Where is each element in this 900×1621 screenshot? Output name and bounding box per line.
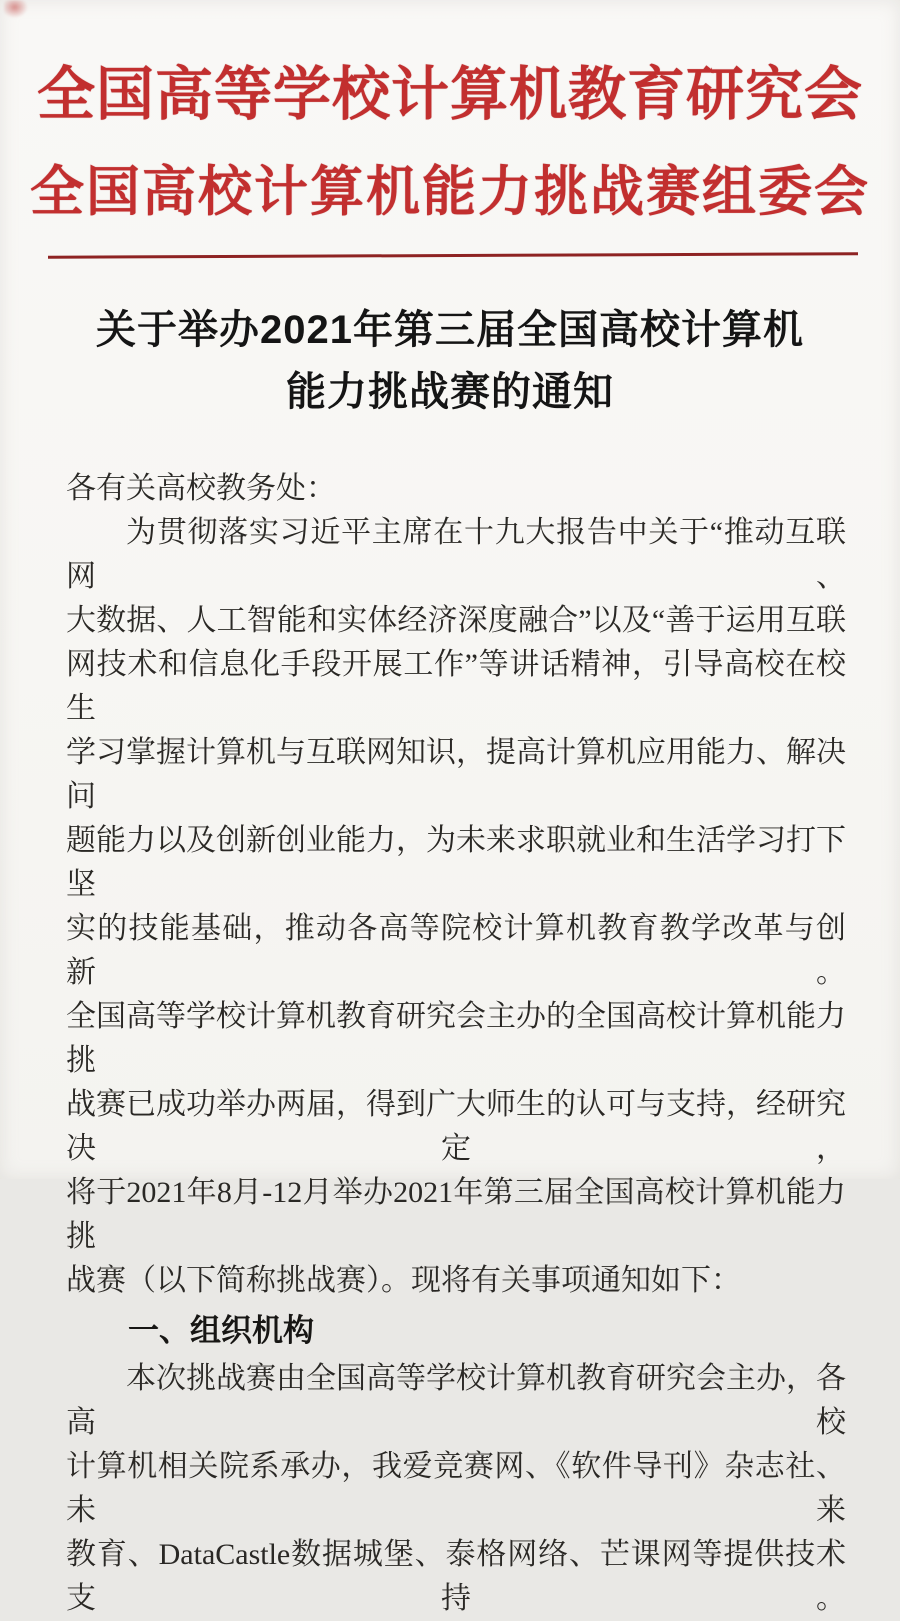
text-line: 教育、DataCastle数据城堡、泰格网络、芒课网等提供技术支持。 <box>66 1538 846 1615</box>
letterhead-org-line2: 全国高校计算机能力挑战赛组委会 <box>30 162 870 222</box>
document-body <box>0 467 900 1621</box>
document-title <box>0 299 900 423</box>
text-line: 题能力以及创新创业能力，为未来求职就业和生活学习打下坚 <box>66 824 846 901</box>
text-line: 战赛（以下简称挑战赛）。现将有关事项通知如下： <box>66 1264 741 1297</box>
paragraph-organization <box>66 1357 846 1621</box>
paragraph-intro <box>66 511 846 1303</box>
section-heading-organization: 一、组织机构 <box>128 1313 314 1348</box>
text-line: 网技术和信息化手段开展工作”等讲话精神，引导高校在校生 <box>66 648 846 725</box>
text-line: 计算机相关院系承办，我爱竞赛网、《软件导刊》杂志社、未来 <box>66 1450 846 1527</box>
text-line: 将于2021年8月-12月举办2021年第三届全国高校计算机能力挑 <box>66 1176 846 1253</box>
text-line: 实的技能基础，推动各高等院校计算机教育教学改革与创新。 <box>66 912 846 989</box>
letterhead-org-line1: 全国高等学校计算机教育研究会 <box>36 62 863 127</box>
salutation: 各有关高校教务处： <box>66 472 336 505</box>
document-title-line2: 能力挑战赛的通知 <box>286 370 614 414</box>
text-line: 全国高等学校计算机教育研究会主办的全国高校计算机能力挑 <box>66 1000 846 1077</box>
text-line: 为贯彻落实习近平主席在十九大报告中关于“推动互联网、 <box>66 516 846 593</box>
text-line: 学习掌握计算机与互联网知识，提高计算机应用能力、解决问 <box>66 736 846 813</box>
text-line: 大数据、人工智能和实体经济深度融合”以及“善于运用互联 <box>66 604 846 637</box>
letterhead-rule <box>48 252 858 259</box>
text-line: 战赛已成功举办两届，得到广大师生的认可与支持，经研究决定， <box>66 1088 846 1165</box>
document-title-line1: 关于举办2021年第三届全国高校计算机 <box>96 308 804 352</box>
text-line: 本次挑战赛由全国高等学校计算机教育研究会主办，各高校 <box>66 1362 846 1439</box>
letterhead <box>0 0 900 257</box>
scan-smudge-artifact <box>4 0 28 18</box>
